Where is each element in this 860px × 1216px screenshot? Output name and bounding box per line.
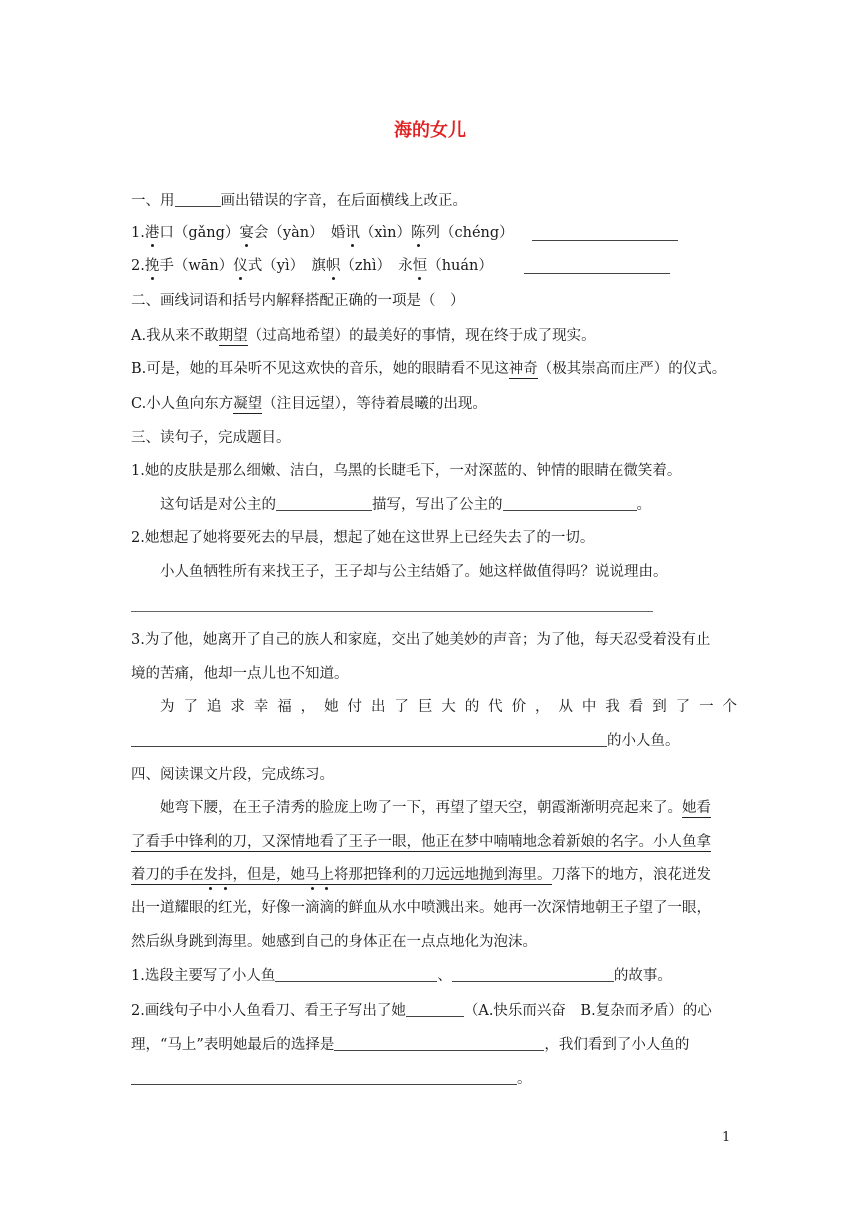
text-segment: 列（chéng） [425, 225, 514, 241]
prompt-character: 求 [230, 699, 245, 715]
prompt-character: 的 [464, 699, 480, 715]
answer-blank[interactable] [275, 967, 437, 982]
text-segment: 手（wān） [159, 258, 234, 274]
option-text [131, 361, 726, 379]
prompt-character: 出 [370, 699, 386, 715]
text-segment: 1. [131, 225, 145, 241]
dotted-character: 陈 [411, 225, 426, 241]
dotted-character: 恒 [412, 258, 428, 274]
question-4-1 [131, 966, 737, 986]
prompt-text: 。 [517, 1071, 532, 1087]
section-2-heading: 二、画线词语和括号内解释搭配正确的一项是（ ） [131, 293, 465, 309]
underlined-text: 上 [319, 867, 334, 883]
text-segment: 式（yì） 旗 [247, 258, 326, 274]
underlined-text: 发 [203, 867, 218, 883]
prompt-text: 、 [437, 968, 452, 984]
answer-blank[interactable] [131, 1070, 517, 1085]
passage-line-3 [131, 865, 737, 885]
page-number: 1 [722, 1130, 731, 1145]
answer-line[interactable] [131, 610, 653, 612]
text-segment: B.可是，她的耳朵听不见这欢快的音乐，她的眼睛看不见这 [131, 361, 509, 377]
passage-text [160, 800, 711, 818]
passage-line-1 [160, 798, 737, 818]
text-segment: （过高地希望）的最美好的事情，现在终于成了现实。 [247, 328, 596, 344]
page-title: 海的女儿 [394, 120, 466, 141]
prompt-text: 的小人鱼。 [607, 733, 680, 749]
prompt-text: 2.画线句子中小人鱼看刀、看王子写出了她 [131, 1003, 406, 1019]
underlined-text: 她看 [682, 800, 711, 816]
question-3-3-line-2: 境的苦痛，他却一点儿也不知道。 [131, 666, 349, 682]
prompt-text: （A.快乐而兴奋 B.复杂而矛盾）的心 [463, 1003, 712, 1019]
answer-blank[interactable] [524, 259, 670, 274]
prompt-character: 个 [722, 699, 737, 715]
prompt-character: 了 [183, 699, 198, 715]
prompt-character: 福 [277, 699, 292, 715]
question-3-2: 2.她想起了她将要死去的早晨，想起了她在这世界上已经失去了的一切。 [131, 530, 595, 546]
question-3-3-prompt [160, 697, 737, 717]
section-3-heading: 三、读句子，完成题目。 [131, 430, 291, 446]
text-segment: 刀落下的地方，浪花迸发 [551, 867, 711, 883]
passage-line-2 [131, 832, 737, 852]
prompt-character: 从 [558, 699, 573, 715]
prompt-character: 中 [581, 699, 597, 715]
passage-text [131, 867, 711, 885]
question-3-3-line-1: 3.为了他，她离开了自己的族人和家庭，交出了她美妙的声音；为了他，每天忍受着没有止 [131, 632, 711, 648]
prompt-character: 看 [628, 699, 644, 715]
question-3-1: 1.她的皮肤是那么细嫩、洁白，乌黑的长睫毛下，一对深蓝的、钟情的眼睛在微笑着。 [131, 463, 682, 479]
heading-text: 一、用 [131, 193, 175, 209]
underlined-text: 抖 [218, 867, 233, 883]
prompt-text: 理，“马上”表明她最后的选择是 [131, 1037, 335, 1053]
answer-blank[interactable] [503, 496, 637, 511]
prompt-character: 了 [675, 699, 691, 715]
question-3-2-prompt: 小人鱼牺牲所有来找王子，王子却与公主结婚了。她这样做值得吗？说说理由。 [160, 564, 668, 580]
question-3-3-answer [131, 731, 737, 751]
text-segment: （huán） [427, 258, 493, 274]
text-segment: 会（yàn） 婚 [253, 225, 346, 241]
underlined-text: ，但是，她 [232, 867, 305, 883]
prompt-character: 代 [488, 699, 503, 715]
prompt-character: 追 [206, 699, 222, 715]
answer-blank[interactable] [131, 732, 607, 747]
text-segment: 2. [131, 258, 145, 274]
text-segment: （注目远望），等待着晨曦的出现。 [262, 396, 487, 412]
text-segment: A.我从来不敢 [131, 328, 219, 344]
prompt-character: 了 [394, 699, 409, 715]
option-text [131, 396, 487, 414]
prompt-text: 。 [636, 497, 651, 513]
prompt-text: 这句话是对公主的 [160, 497, 276, 513]
answer-blank[interactable] [175, 192, 221, 207]
prompt-character: 付 [347, 699, 362, 715]
prompt-character: ， [535, 699, 550, 715]
text-segment: （zhì） 永 [340, 258, 413, 274]
answer-blank[interactable] [406, 1002, 464, 1017]
underlined-text: 着刀的手在 [131, 867, 204, 883]
answer-blank[interactable] [452, 967, 614, 982]
prompt-character: 我 [605, 699, 620, 715]
option-a [131, 326, 737, 346]
underlined-text: 神奇 [508, 361, 538, 377]
underlined-text: 了看手中锋利的刀，又深情地看了王子一眼，他正在梦中喃喃地念着新娘的名字。小人鱼拿 [131, 834, 711, 850]
prompt-character: 幸 [253, 699, 269, 715]
passage-line-5: 然后纵身跳到海里。她感到自己的身体正在一点点地化为泡沫。 [131, 934, 537, 950]
question-text [131, 258, 493, 274]
prompt-text: ，我们看到了小人鱼的 [544, 1037, 690, 1053]
prompt-character: 她 [324, 699, 339, 715]
text-segment: 口（gǎng） [159, 225, 240, 241]
section-1-heading [131, 191, 737, 211]
underlined-text: 凝望 [233, 396, 263, 412]
underlined-text: 将那把锋利的刀远远地抛到海里。 [334, 867, 552, 883]
prompt-text: 描写，写出了公主的 [372, 497, 503, 513]
prompt-character: 到 [652, 699, 667, 715]
question-text [131, 225, 514, 241]
heading-text: 画出错误的字音，在后面横线上改正。 [220, 193, 467, 209]
prompt-character: 一 [699, 699, 714, 715]
dotted-character: 港 [144, 225, 160, 241]
answer-blank[interactable] [334, 1036, 544, 1051]
text-segment: 她弯下腰，在王子清秀的脸庞上吻了一下，再望了望天空，朝霞渐渐明亮起来了。 [160, 800, 682, 816]
question-4-2-line-2 [131, 1035, 737, 1055]
answer-blank[interactable] [532, 226, 678, 241]
underlined-text: 期望 [218, 328, 248, 344]
option-c [131, 394, 737, 414]
question-1-2 [131, 256, 737, 276]
prompt-text: 的故事。 [613, 968, 672, 984]
dotted-character: 帜 [325, 258, 341, 274]
passage-text [131, 834, 711, 852]
underlined-text: 马 [305, 867, 320, 883]
prompt-character: 为 [160, 699, 175, 715]
dotted-character: 讯 [345, 225, 360, 241]
text-segment: （xìn） [359, 225, 411, 241]
question-4-2-line-1 [131, 1001, 737, 1021]
prompt-text: 1.选段主要写了小人鱼 [131, 968, 276, 984]
answer-blank[interactable] [276, 496, 372, 511]
question-4-2-line-3 [131, 1069, 737, 1089]
question-1-1 [131, 223, 737, 243]
text-segment: （极其崇高而庄严）的仪式。 [537, 361, 727, 377]
prompt-character: 巨 [417, 699, 433, 715]
section-4-heading: 四、阅读课文片段，完成练习。 [131, 767, 334, 783]
prompt-character: 价 [511, 699, 527, 715]
dotted-character: 仪 [233, 258, 248, 274]
prompt-character: ， [300, 699, 316, 715]
passage-line-4: 出一道耀眼的红光，好像一滴滴的鲜血从水中喷溅出来。她再一次深情地朝王子望了一眼， [131, 900, 711, 916]
text-segment: C.小人鱼向东方 [131, 396, 234, 412]
prompt-character: 大 [441, 699, 456, 715]
question-3-1-prompt [160, 495, 737, 515]
option-text [131, 328, 596, 346]
option-b [131, 359, 737, 379]
dotted-character: 宴 [239, 225, 254, 241]
dotted-character: 挽 [144, 258, 160, 274]
